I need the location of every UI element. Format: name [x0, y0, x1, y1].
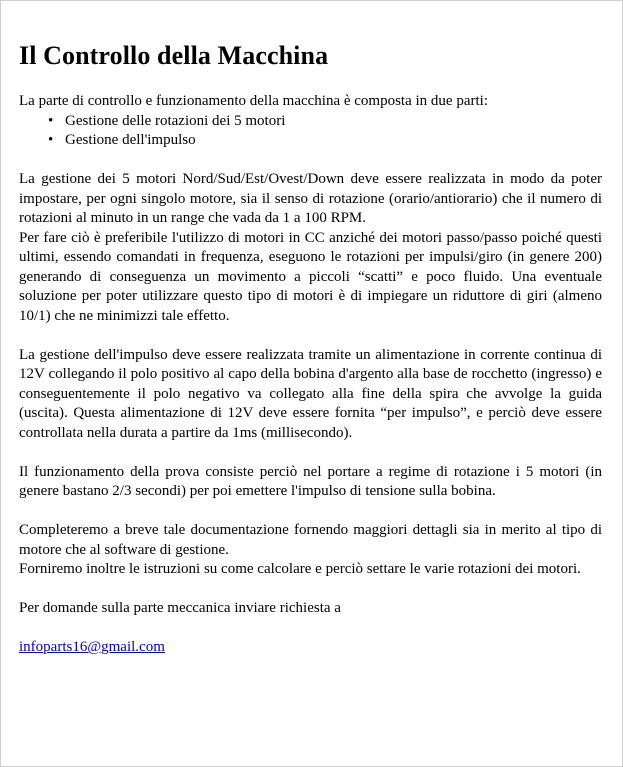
document-body [19, 40, 602, 658]
motors-paragraph: La gestione dei 5 motori Nord/Sud/Est/Ovest/Down deve essere realizzata in modo da poter impostare, per ogni singolo motore, sia il senso di rotazione (orario/antiorario) che il numero di rotazioni al minuto in un range che vada da 1 a 100 RPM. [19, 171, 602, 226]
list-item [48, 131, 602, 151]
email-line [19, 638, 602, 658]
email-link[interactable]: infoparts16@gmail.com [19, 639, 165, 655]
list-item-text: Gestione delle rotazioni dei 5 motori [65, 112, 286, 129]
bullet-icon: • [48, 112, 54, 129]
impulse-paragraph: La gestione dell'impulso deve essere realizzata tramite un alimentazione in corrente continua di 12V collegando il polo positivo al capo della bobina d'argento alla base de rocchetto (ingresso) e conseguentemente il polo negativo va collegato alla fine della spira che avvolge la guida (uscita). Questa alimentazione di 12V deve essere fornita “per impulso”, e perciò deve essere controllata nella durata a partire da 1ms (millisecondo). [19, 346, 602, 441]
test-paragraph: Il funzionamento della prova consiste perciò nel portare a regime di rotazione i 5 motori (in genere bastano 2/3 secondi) per poi emettere l'impulso di tensione sulla bobina. [19, 463, 602, 499]
instructions-paragraph: Forniremo inoltre le istruzioni su come calcolare e perciò settare le varie rotazioni dei motori. [19, 561, 581, 577]
bullet-icon: • [48, 132, 54, 148]
cc-motors-paragraph: Per fare ciò è preferibile l'utilizzo di motori in CC anziché dei motori passo/passo poiché questi ultimi, essendo comandati in frequenza, eseguono le rotazioni per impulsi/giro (in genere 200) generando di conseguenza un movimento a piccoli “scatti” e poco fluido. Una eventuale soluzione per poter utilizzare questo tipo di motori è di impiegare un riduttore di giri (almeno 10/1) che ne minimizzi tale effetto. [19, 229, 602, 324]
list-item-text: Gestione dell'impulso [65, 132, 196, 148]
page-title: Il Controllo della Macchina [19, 41, 329, 70]
intro-paragraph: La parte di controllo e funzionamento della macchina è composta in due parti: [19, 93, 488, 109]
parts-list [19, 112, 602, 151]
list-item [48, 112, 602, 132]
contact-paragraph: Per domande sulla parte meccanica inviare richiesta a [19, 600, 341, 616]
documentation-paragraph: Completeremo a breve tale documentazione fornendo maggiori dettagli sia in merito al tipo di motore che al software di gestione. [19, 522, 602, 558]
